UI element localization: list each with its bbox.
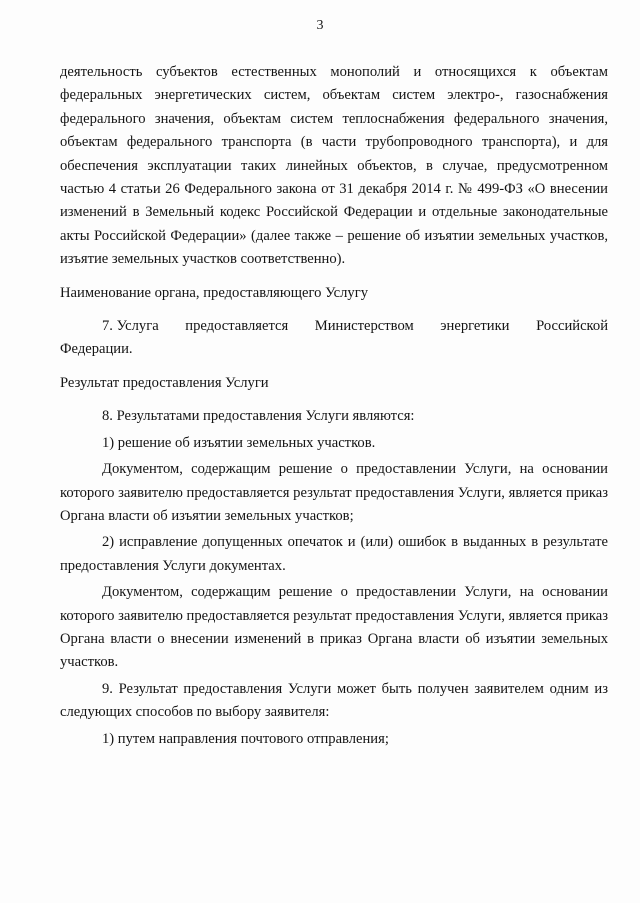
paragraph-8-item-1: 1) решение об изъятии земельных участков. bbox=[102, 434, 376, 451]
paragraph-7-first-line bbox=[60, 315, 608, 338]
paragraph-7-word: Российской bbox=[536, 318, 608, 335]
section-heading-authority: Наименование органа, предоставляющего Услугу bbox=[60, 284, 368, 301]
paragraph-8-document-2: Документом, содержащим решение о предоставлении Услуги, на основании которого заявителю предоставляется результат предоставления Услуги, является приказ Органа власти о внесении изменений в приказ Органа власти об изъятии земельных участков. bbox=[60, 584, 608, 671]
paragraph-8-item-2: 2) исправление допущенных опечаток и (или) ошибок в выданных в результате предоставления Услуги документах. bbox=[60, 534, 608, 574]
paragraph-continuation: деятельность субъектов естественных монополий и относящихся к объектам федеральных энергетических систем, объектам систем электро-, газоснабжения федерального значения, объектам систем теплоснабжения федерального значения, объектам федерального транспорта (в части трубопроводного транспорта), и для обеспечения эксплуатации таких линейных объектов, в случае, предусмотренном частью 4 статьи 26 Федерального закона от 31 декабря 2014 г. № 499-ФЗ «О внесении изменений в Земельный кодекс Российской Федерации и отдельные законодательные акты Российской Федерации» (далее также – решение об изъятии земельных участков, изъятие земельных участков соответственно). bbox=[60, 64, 608, 268]
paragraph-8-document-1: Документом, содержащим решение о предоставлении Услуги, на основании которого заявителю предоставляется результат предоставления Услуги, является приказ Органа власти об изъятии земельных участков; bbox=[60, 461, 608, 524]
paragraph-9: 9. Результат предоставления Услуги может быть получен заявителем одним из следующих способов по выбору заявителя: bbox=[60, 680, 608, 721]
paragraph-7-tail: Федерации. bbox=[60, 341, 133, 358]
paragraph-7-word: Министерством bbox=[314, 318, 414, 335]
paragraph-7-word: энергетики bbox=[440, 318, 510, 335]
paragraph-7-word: предоставляется bbox=[185, 318, 289, 335]
paragraph-9-item-1: 1) путем направления почтового отправления; bbox=[102, 730, 389, 747]
paragraph-7-word: 7. Услуга bbox=[102, 318, 159, 335]
document-body bbox=[60, 61, 608, 754]
page-number: 3 bbox=[316, 18, 324, 33]
section-heading-result: Результат предоставления Услуги bbox=[60, 374, 269, 391]
paragraph-8: 8. Результатами предоставления Услуги являются: bbox=[102, 408, 415, 425]
